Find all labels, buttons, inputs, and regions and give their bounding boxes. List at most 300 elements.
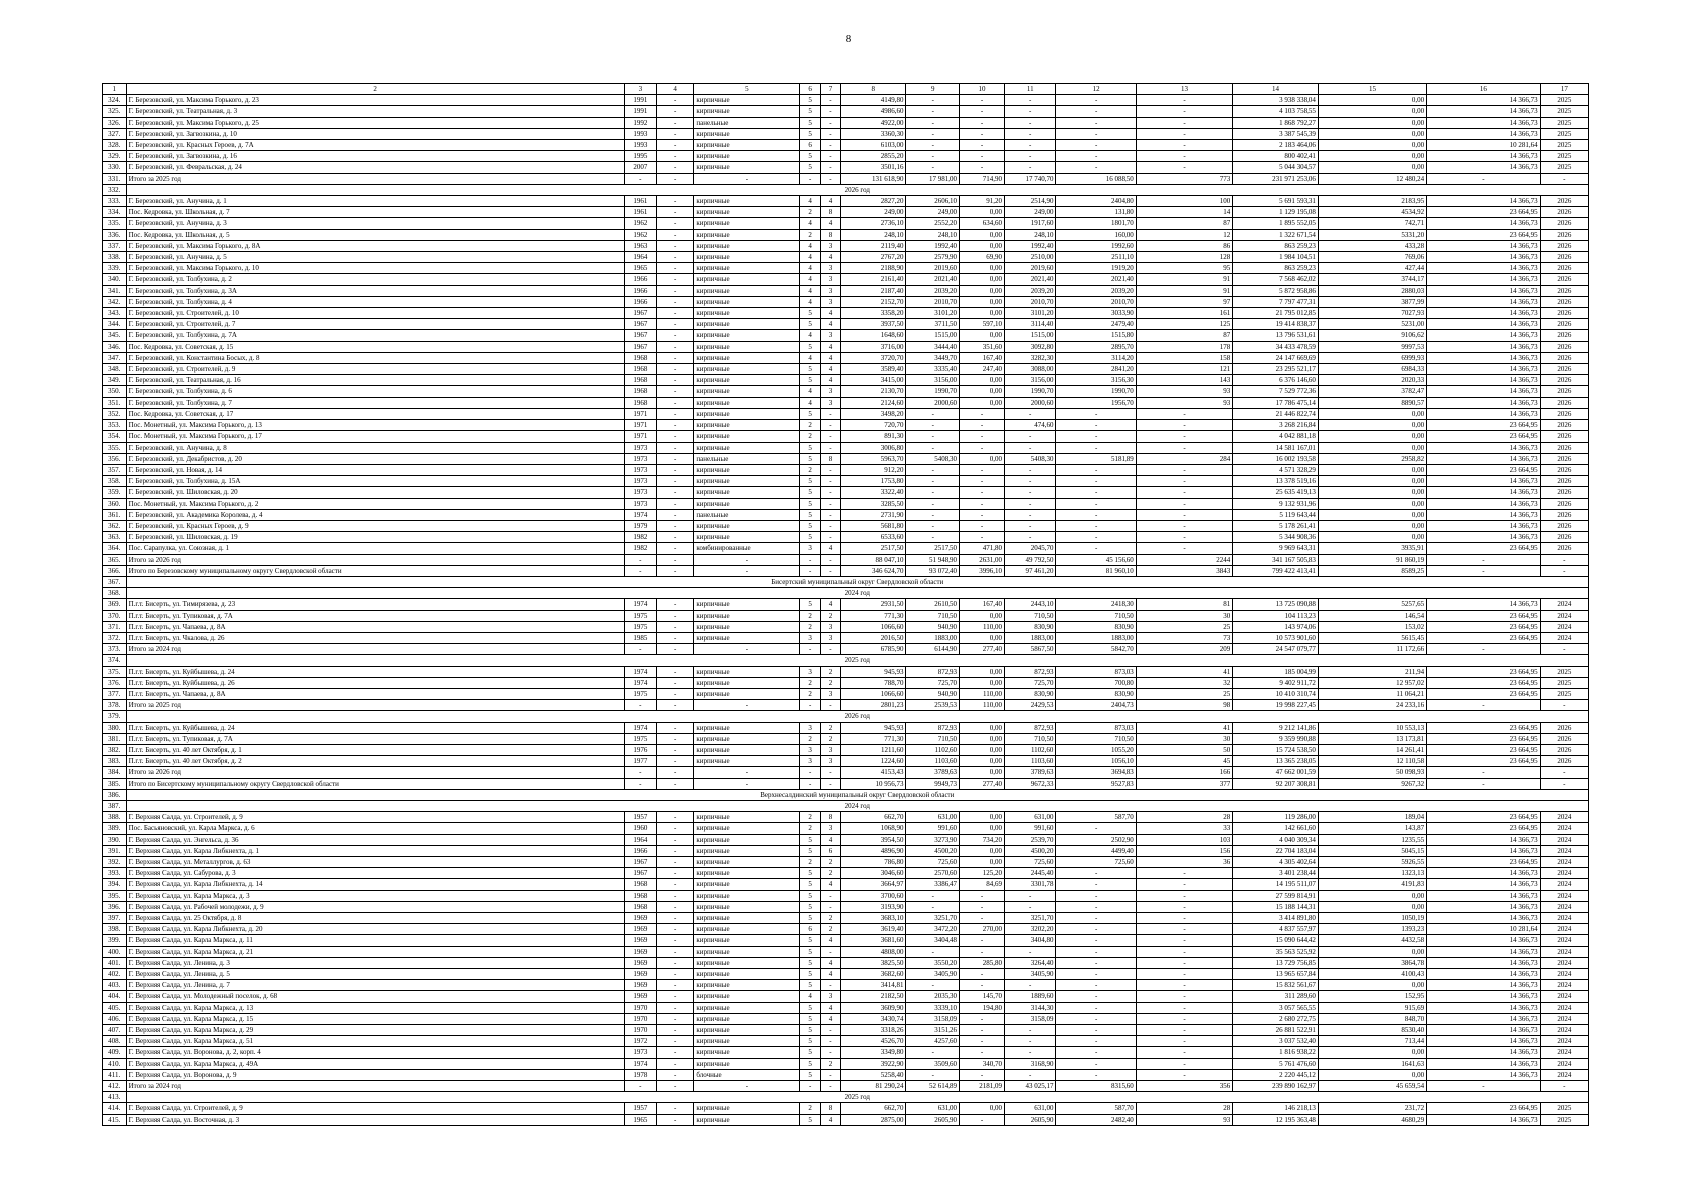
table-cell: 4 — [800, 285, 820, 296]
table-cell: 662,70 — [841, 812, 906, 823]
table-row — [103, 252, 1589, 263]
table-cell: 2024 — [1540, 1069, 1588, 1080]
table-cell: 3589,40 — [841, 364, 906, 375]
table-cell: - — [820, 946, 840, 957]
table-cell: - — [1005, 106, 1056, 117]
table-cell: - — [656, 151, 693, 162]
table-cell: 4 — [800, 218, 820, 229]
table-cell: - — [1056, 980, 1136, 991]
table-cell: 788,70 — [841, 677, 906, 688]
table-cell: 1801,70 — [1056, 218, 1136, 229]
table-cell: 1973 — [624, 1047, 656, 1058]
section-row — [103, 1092, 1589, 1103]
table-cell: 0,00 — [960, 722, 1005, 733]
table-cell: 1992,40 — [1005, 240, 1056, 251]
table-cell: - — [656, 319, 693, 330]
row-number-cell: 413. — [103, 1092, 127, 1103]
table-cell: - — [1136, 442, 1232, 453]
address-cell: Пос. Кедровка, ул. Школьная, д. 5 — [126, 229, 624, 240]
table-cell: - — [960, 969, 1005, 980]
table-cell: 0,00 — [960, 274, 1005, 285]
table-cell: кирпичные — [694, 352, 800, 363]
table-cell: 1975 — [624, 621, 656, 632]
table-cell: кирпичные — [694, 857, 800, 868]
table-cell: 2026 — [1540, 308, 1588, 319]
table-cell: - — [960, 95, 1005, 106]
table-cell: - — [906, 1047, 960, 1058]
table-cell: 2539,53 — [906, 700, 960, 711]
table-cell: 2026 — [1540, 733, 1588, 744]
table-cell: 5 — [800, 308, 820, 319]
table-cell: кирпичные — [694, 476, 800, 487]
table-cell: - — [624, 565, 656, 576]
table-cell: 1971 — [624, 420, 656, 431]
column-number-cell: 12 — [1056, 84, 1136, 95]
table-cell: 1974 — [624, 666, 656, 677]
table-cell: 2605,90 — [1005, 1114, 1056, 1125]
table-cell: 25 635 419,13 — [1233, 487, 1319, 498]
table-cell: 22 704 183,04 — [1233, 845, 1319, 856]
table-cell: - — [694, 644, 800, 655]
table-cell: 87 — [1136, 330, 1232, 341]
table-cell: 5 691 593,31 — [1233, 196, 1319, 207]
table-cell: 1966 — [624, 274, 656, 285]
table-cell: 2026 — [1540, 431, 1588, 442]
table-cell: 14 366,73 — [1427, 487, 1541, 498]
table-row — [103, 128, 1589, 139]
table-cell: 5 044 304,57 — [1233, 162, 1319, 173]
table-cell: 3922,90 — [841, 1058, 906, 1069]
table-cell: - — [624, 700, 656, 711]
table-cell: 110,00 — [960, 700, 1005, 711]
table-cell: 2024 — [1540, 868, 1588, 879]
row-number-cell: 326. — [103, 117, 127, 128]
table-cell: панельные — [694, 453, 800, 464]
table-row — [103, 1002, 1589, 1013]
table-cell: 47 662 001,59 — [1233, 767, 1319, 778]
table-cell: - — [1005, 1036, 1056, 1047]
table-cell: 1 816 938,22 — [1233, 1047, 1319, 1058]
address-cell: Пос. Монетный, ул. Максима Горького, д. 17 — [126, 431, 624, 442]
row-number-cell: 351. — [103, 397, 127, 408]
table-cell: 4 — [800, 263, 820, 274]
table-cell: 2 — [820, 924, 840, 935]
table-row — [103, 106, 1589, 117]
table-cell: - — [656, 431, 693, 442]
row-number-cell: 383. — [103, 756, 127, 767]
table-cell: 662,70 — [841, 1103, 906, 1114]
table-cell: - — [1005, 464, 1056, 475]
table-cell: 800 402,41 — [1233, 151, 1319, 162]
table-cell: 3 — [820, 263, 840, 274]
table-cell: 14 366,73 — [1427, 509, 1541, 520]
table-row — [103, 890, 1589, 901]
table-cell: 14 366,73 — [1427, 498, 1541, 509]
table-cell: 1963 — [624, 240, 656, 251]
table-cell: - — [656, 1025, 693, 1036]
address-cell: Г. Березовский, ул. Строителей, д. 10 — [126, 308, 624, 319]
table-cell: 587,70 — [1056, 1103, 1136, 1114]
table-cell: - — [1005, 520, 1056, 531]
address-cell: Г. Березовский, ул. Красных Героев, д. 9 — [126, 520, 624, 531]
table-cell: 17 740,70 — [1005, 173, 1056, 184]
table-cell: 4 — [820, 957, 840, 968]
table-cell: 5 119 643,44 — [1233, 509, 1319, 520]
address-cell: Г. Березовский, ул. Анучина, д. 5 — [126, 252, 624, 263]
table-cell: - — [906, 442, 960, 453]
column-number-cell: 2 — [126, 84, 624, 95]
table-cell: 12 — [1136, 229, 1232, 240]
table-cell: 160,00 — [1056, 229, 1136, 240]
table-cell: 14 366,73 — [1427, 1013, 1541, 1024]
table-cell: 5 — [800, 408, 820, 419]
table-cell: 1964 — [624, 252, 656, 263]
table-cell: - — [960, 151, 1005, 162]
table-cell: 284 — [1136, 453, 1232, 464]
table-cell: 2025 — [1540, 688, 1588, 699]
table-cell: 0,00 — [1318, 532, 1426, 543]
table-cell: 1066,60 — [841, 621, 906, 632]
table-cell: кирпичные — [694, 688, 800, 699]
address-cell: П.г.т. Бисерть, ул. Чапаева, д. 8А — [126, 621, 624, 632]
table-cell: 277,40 — [960, 778, 1005, 789]
table-cell: 5258,40 — [841, 1069, 906, 1080]
table-cell: - — [1056, 162, 1136, 173]
table-cell: - — [1056, 128, 1136, 139]
row-number-cell: 414. — [103, 1103, 127, 1114]
table-cell: 3046,60 — [841, 868, 906, 879]
table-cell: 2479,40 — [1056, 319, 1136, 330]
table-cell: 14 366,73 — [1427, 453, 1541, 464]
table-cell: - — [906, 162, 960, 173]
table-cell: кирпичные — [694, 924, 800, 935]
address-cell: Г. Верхняя Салда, ул. Карла Маркса, д. 11 — [126, 935, 624, 946]
table-cell: - — [656, 543, 693, 554]
table-cell: 86 — [1136, 240, 1232, 251]
table-cell: 14 366,73 — [1427, 296, 1541, 307]
table-cell: 5 — [800, 509, 820, 520]
address-cell: П.г.т. Бисерть, ул. Чапаева, д. 8А — [126, 688, 624, 699]
table-cell: 14 366,73 — [1427, 319, 1541, 330]
table-row — [103, 1103, 1589, 1114]
table-cell: - — [1136, 151, 1232, 162]
table-cell: 34 433 478,59 — [1233, 341, 1319, 352]
table-cell: 0,00 — [960, 756, 1005, 767]
table-cell: кирпичные — [694, 375, 800, 386]
table-cell: 8 — [820, 812, 840, 823]
table-cell: - — [906, 946, 960, 957]
table-cell: 1975 — [624, 610, 656, 621]
table-cell: 2024 — [1540, 823, 1588, 834]
table-cell: кирпичные — [694, 980, 800, 991]
row-number-cell: 355. — [103, 442, 127, 453]
table-cell: 5 761 476,60 — [1233, 1058, 1319, 1069]
table-cell: 1977 — [624, 756, 656, 767]
table-row — [103, 117, 1589, 128]
table-cell: - — [1056, 95, 1136, 106]
row-number-cell: 411. — [103, 1069, 127, 1080]
table-cell: - — [1427, 700, 1541, 711]
table-cell: кирпичные — [694, 196, 800, 207]
table-cell: 14 366,73 — [1427, 879, 1541, 890]
table-cell: 8 — [820, 1103, 840, 1114]
table-cell: 1993 — [624, 140, 656, 151]
table-cell: 1965 — [624, 1114, 656, 1125]
table-cell: 3444,40 — [906, 341, 960, 352]
address-cell: Г. Верхняя Салда, ул. Карла Маркса, д. 29 — [126, 1025, 624, 1036]
table-cell: кирпичные — [694, 935, 800, 946]
table-cell: 4 — [820, 364, 840, 375]
table-cell: - — [1540, 644, 1588, 655]
table-cell: - — [800, 173, 820, 184]
table-cell: - — [960, 980, 1005, 991]
table-cell: 2000,60 — [1005, 397, 1056, 408]
column-number-cell: 1 — [103, 84, 127, 95]
address-cell: Г. Березовский, ул. Строителей, д. 7 — [126, 319, 624, 330]
table-cell: - — [656, 173, 693, 184]
table-cell: 2021,40 — [1005, 274, 1056, 285]
table-cell: 5 — [800, 901, 820, 912]
table-cell: - — [1136, 957, 1232, 968]
table-cell: - — [656, 341, 693, 352]
table-cell: - — [906, 140, 960, 151]
table-cell: 771,30 — [841, 733, 906, 744]
table-cell: - — [1136, 520, 1232, 531]
table-cell: 3006,80 — [841, 442, 906, 453]
address-cell: Г. Верхняя Салда, ул. Карла Либкнехта, д. 20 — [126, 924, 624, 935]
table-cell: 2026 — [1540, 487, 1588, 498]
table-cell: - — [906, 408, 960, 419]
table-cell: 3144,30 — [1005, 1002, 1056, 1013]
table-cell: 1966 — [624, 845, 656, 856]
table-cell: - — [1056, 924, 1136, 935]
table-row — [103, 991, 1589, 1002]
table-row — [103, 431, 1589, 442]
table-row — [103, 946, 1589, 957]
table-cell: - — [656, 509, 693, 520]
table-row — [103, 509, 1589, 520]
table-cell: 125 — [1136, 319, 1232, 330]
table-cell: 1957 — [624, 812, 656, 823]
table-cell: 153,02 — [1318, 621, 1426, 632]
table-cell: 2404,80 — [1056, 196, 1136, 207]
table-row — [103, 140, 1589, 151]
table-cell: 1968 — [624, 879, 656, 890]
table-cell: 5 — [800, 442, 820, 453]
total-row — [103, 767, 1589, 778]
table-cell: 0,00 — [960, 666, 1005, 677]
table-cell: 2024 — [1540, 924, 1588, 935]
table-cell: 1050,19 — [1318, 913, 1426, 924]
table-cell: 3 — [820, 688, 840, 699]
table-cell: - — [1136, 487, 1232, 498]
table-row — [103, 397, 1589, 408]
table-cell: 14 366,73 — [1427, 890, 1541, 901]
table-cell: - — [820, 565, 840, 576]
row-number-cell: 354. — [103, 431, 127, 442]
table-cell: - — [624, 644, 656, 655]
table-cell: - — [1136, 95, 1232, 106]
table-cell: 2161,40 — [841, 274, 906, 285]
table-cell: 4100,43 — [1318, 969, 1426, 980]
table-cell: 1103,60 — [906, 756, 960, 767]
table-cell: 270,00 — [960, 924, 1005, 935]
table-cell: 1992,60 — [1056, 240, 1136, 251]
table-cell: - — [656, 935, 693, 946]
table-cell: 14 366,73 — [1427, 1036, 1541, 1047]
table-cell: 872,93 — [906, 722, 960, 733]
table-cell: - — [1136, 969, 1232, 980]
table-cell: 5 — [800, 946, 820, 957]
row-number-cell: 363. — [103, 532, 127, 543]
table-cell: кирпичные — [694, 991, 800, 1002]
table-cell: - — [1056, 1025, 1136, 1036]
table-cell: 3088,00 — [1005, 364, 1056, 375]
table-cell: - — [1005, 946, 1056, 957]
table-cell: 5963,70 — [841, 453, 906, 464]
table-cell: 14 366,73 — [1427, 408, 1541, 419]
table-cell: 0,00 — [1318, 901, 1426, 912]
table-cell: 11 172,66 — [1318, 644, 1426, 655]
table-cell: 17 981,00 — [906, 173, 960, 184]
table-cell: кирпичные — [694, 420, 800, 431]
table-cell: 1985 — [624, 632, 656, 643]
table-cell: 3322,40 — [841, 487, 906, 498]
table-cell: 14 366,73 — [1427, 274, 1541, 285]
table-cell: 2024 — [1540, 1058, 1588, 1069]
table-cell: - — [656, 453, 693, 464]
table-cell: - — [820, 1025, 840, 1036]
table-cell: 3335,40 — [906, 364, 960, 375]
table-cell: 3101,20 — [1005, 308, 1056, 319]
table-cell: кирпичные — [694, 464, 800, 475]
table-cell: 14 366,73 — [1427, 532, 1541, 543]
table-cell: 2026 — [1540, 364, 1588, 375]
table-cell: - — [656, 285, 693, 296]
table-cell: 3114,40 — [1005, 319, 1056, 330]
table-cell: - — [1005, 476, 1056, 487]
table-cell: - — [820, 420, 840, 431]
table-cell: 7 568 462,02 — [1233, 274, 1319, 285]
table-cell: 14 366,73 — [1427, 980, 1541, 991]
table-cell: - — [1005, 532, 1056, 543]
table-cell: 2552,20 — [906, 218, 960, 229]
table-cell: 2026 — [1540, 442, 1588, 453]
table-cell: комбинированные — [694, 543, 800, 554]
table-cell: 12 957,02 — [1318, 677, 1426, 688]
address-cell: Г. Березовский, ул. Максима Горького, д. 23 — [126, 95, 624, 106]
table-cell: 2026 — [1540, 453, 1588, 464]
table-cell: кирпичные — [694, 812, 800, 823]
table-cell: 3 414 891,80 — [1233, 913, 1319, 924]
section-row — [103, 801, 1589, 812]
table-cell: 2026 — [1540, 319, 1588, 330]
address-cell: Г. Верхняя Салда, ул. Строителей, д. 9 — [126, 1103, 624, 1114]
table-cell: - — [820, 487, 840, 498]
table-row — [103, 285, 1589, 296]
table-cell: 5 — [800, 599, 820, 610]
table-cell: 2539,70 — [1005, 834, 1056, 845]
table-cell: 5 — [800, 913, 820, 924]
table-cell: кирпичные — [694, 408, 800, 419]
table-cell: 2025 — [1540, 162, 1588, 173]
table-row — [103, 957, 1589, 968]
table-cell: 21 446 822,74 — [1233, 408, 1319, 419]
table-cell: 285,80 — [960, 957, 1005, 968]
table-cell: - — [820, 1081, 840, 1092]
table-cell: 142 661,60 — [1233, 823, 1319, 834]
table-cell: - — [1005, 1069, 1056, 1080]
table-cell: 2025 — [1540, 151, 1588, 162]
address-cell: Итого за 2026 год — [126, 554, 624, 565]
table-cell: - — [1136, 128, 1232, 139]
address-cell: П.г.т. Бисерть, ул. 40 лет Октября, д. 2 — [126, 756, 624, 767]
table-cell: 3501,16 — [841, 162, 906, 173]
address-cell: Г. Верхняя Салда, ул. Карла Маркса, д. 21 — [126, 946, 624, 957]
table-cell: 1962 — [624, 229, 656, 240]
table-cell: 3449,70 — [906, 352, 960, 363]
table-cell: 2024 — [1540, 879, 1588, 890]
table-cell: 143 — [1136, 375, 1232, 386]
table-cell: - — [656, 397, 693, 408]
table-cell: 1 895 552,05 — [1233, 218, 1319, 229]
table-cell: - — [1056, 464, 1136, 475]
table-cell: 3789,63 — [906, 767, 960, 778]
table-cell: 3430,74 — [841, 1013, 906, 1024]
table-cell: 2024 — [1540, 991, 1588, 1002]
table-cell: кирпичные — [694, 610, 800, 621]
table-cell: - — [800, 644, 820, 655]
table-row — [103, 420, 1589, 431]
table-cell: - — [906, 464, 960, 475]
table-cell: - — [656, 95, 693, 106]
table-cell: 3414,81 — [841, 980, 906, 991]
table-cell: 161 — [1136, 308, 1232, 319]
row-number-cell: 360. — [103, 498, 127, 509]
table-cell: - — [1540, 554, 1588, 565]
row-number-cell: 400. — [103, 946, 127, 957]
table-cell: - — [1056, 1058, 1136, 1069]
row-number-cell: 341. — [103, 285, 127, 296]
table-cell: 3682,60 — [841, 969, 906, 980]
table-cell: 3864,78 — [1318, 957, 1426, 968]
table-cell: 4432,58 — [1318, 935, 1426, 946]
table-cell: - — [906, 532, 960, 543]
row-number-cell: 365. — [103, 554, 127, 565]
table-cell: - — [820, 476, 840, 487]
row-number-cell: 384. — [103, 767, 127, 778]
table-cell: 0,00 — [960, 453, 1005, 464]
table-cell: 0,00 — [1318, 946, 1426, 957]
table-cell: - — [820, 162, 840, 173]
table-cell: 471,80 — [960, 543, 1005, 554]
table-cell: 9267,32 — [1318, 778, 1426, 789]
table-cell: 2026 — [1540, 722, 1588, 733]
table-cell: 4 — [820, 375, 840, 386]
table-cell: 3156,00 — [906, 375, 960, 386]
table-cell: 119 286,00 — [1233, 812, 1319, 823]
table-cell: - — [960, 1069, 1005, 1080]
row-number-cell: 340. — [103, 274, 127, 285]
table-cell: 14 366,73 — [1427, 95, 1541, 106]
address-cell: Г. Верхняя Салда, ул. Сабурова, д. 3 — [126, 868, 624, 879]
table-cell: - — [1136, 162, 1232, 173]
table-cell: - — [1427, 778, 1541, 789]
table-cell: 3843 — [1136, 565, 1232, 576]
table-cell: кирпичные — [694, 901, 800, 912]
table-cell: 2443,10 — [1005, 599, 1056, 610]
table-cell: 4 — [800, 991, 820, 1002]
